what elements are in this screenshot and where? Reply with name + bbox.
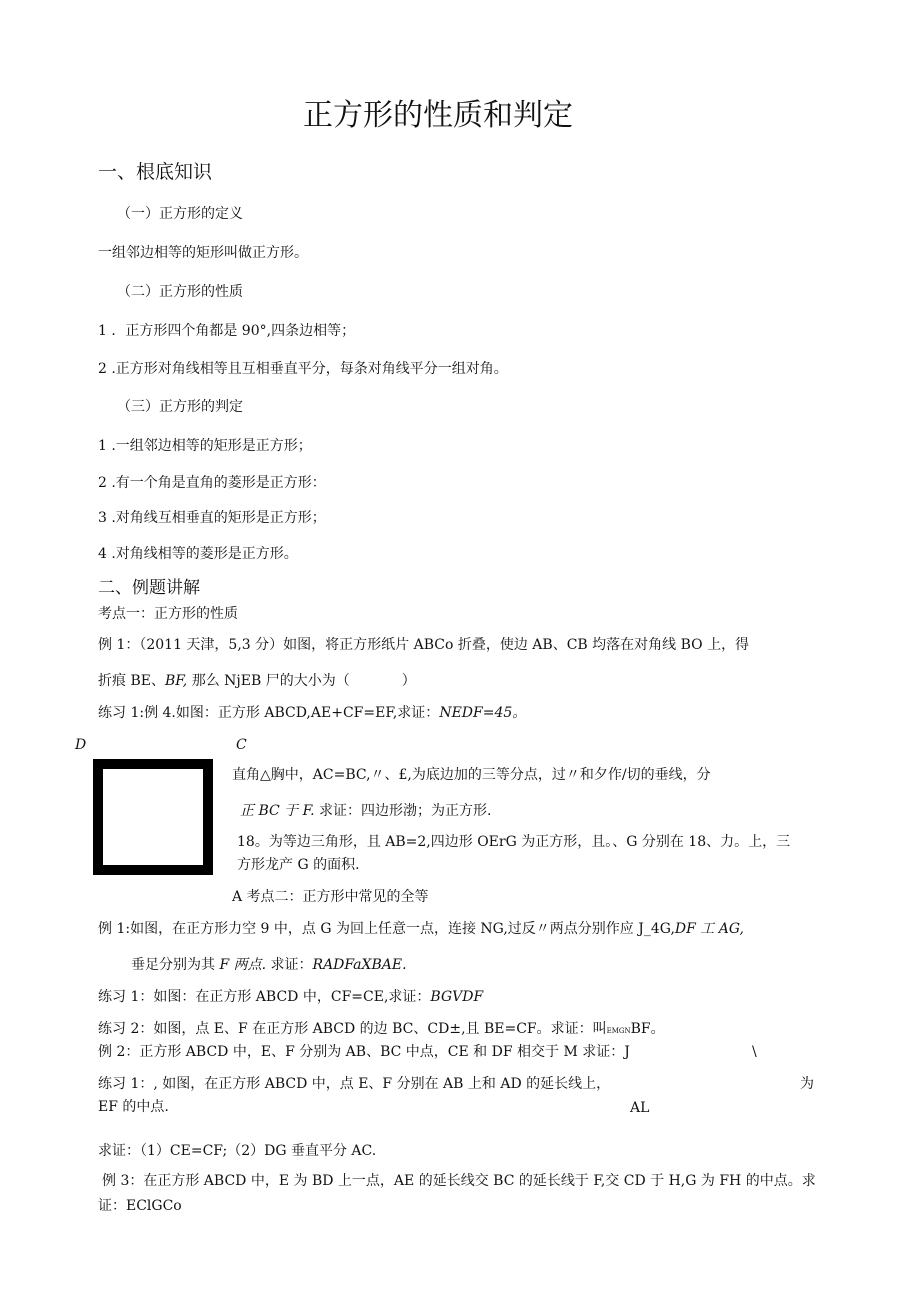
- practice-3-right-fragment: 为: [800, 1076, 814, 1092]
- page-title: 正方形的性质和判定: [303, 98, 573, 133]
- subheading-criteria: （三）正方形的判定: [117, 399, 243, 415]
- example-1b-line-2: 垂足分别为其 F 两点. 求证：RADFaXBAE.: [131, 957, 407, 973]
- criterion-4: 4 .对角线相等的菱形是正方形。: [98, 546, 298, 562]
- section-heading-basics: 一、根底知识: [98, 161, 213, 183]
- criterion-1: 1 .一组邻边相等的矩形是正方形；: [98, 438, 312, 454]
- practice-3-line-1: 练习 1：, 如图，在正方形 ABCD 中，点 E、F 分别在 AB 上和 AD 的延长线上，: [98, 1076, 611, 1092]
- triangle-problem-line-1: 直角△胸中，AC=BC,〃、£,为底边加的三等分点，过〃和夕作/切的垂线，分: [232, 767, 711, 783]
- problem-18-line-2: 方形龙产 G 的面积.: [237, 857, 360, 873]
- example-3-line-2: 证：EClGCo: [98, 1198, 182, 1214]
- definition-text: 一组邻边相等的矩形叫做正方形。: [98, 245, 308, 261]
- problem-18-line-1: 18。为等边三角形，且 AB=2,四边形 OErG 为正方形，且。、G 分别在 18、力。上，三: [237, 834, 791, 850]
- property-1: 1 ．正方形四个角都是 90°,四条边相等；: [98, 323, 356, 339]
- criterion-3: 3 .对角线互相垂直的矩形是正方形；: [98, 510, 326, 526]
- section-heading-examples: 二、例题讲解: [98, 578, 200, 598]
- practice-3-label-al: AL: [630, 1100, 650, 1116]
- proof-statement: 求证：（1）CE=CF;（2）DG 垂直平分 AC.: [98, 1143, 377, 1159]
- practice-2: 练习 2：如图，点 E、F 在正方形 ABCD 的边 BC、CD±,且 BE=CF。求证：叫EMGNBF。: [98, 1021, 665, 1037]
- practice-3-line-2: EF 的中点.: [98, 1099, 169, 1115]
- property-2: 2 .正方形对角线相等且互相垂直平分，每条对角线平分一组对角。: [98, 361, 508, 377]
- subheading-definition: （一）正方形的定义: [117, 206, 243, 222]
- key-point-1: 考点一：正方形的性质: [98, 606, 238, 622]
- practice-1-congruence: 练习 1：如图：在正方形 ABCD 中，CF=CE,求证：BGVDF: [98, 989, 484, 1005]
- example-3-line-1: 例 3：在正方形 ABCD 中，E 为 BD 上一点，AE 的延长线交 BC 的延长线于 F,交 CD 于 H,G 为 FH 的中点。求: [102, 1173, 816, 1189]
- figure-label-d: D: [75, 737, 87, 753]
- example-1-line-1: 例 1：（2011 天津，5,3 分）如图，将正方形纸片 ABCo 折叠，使边 AB、CB 均落在对角线 BO 上，得: [98, 637, 750, 653]
- example-2: 例 2：正方形 ABCD 中，E、F 分别为 AB、BC 中点，CE 和 DF 相交于 M 求证：J: [98, 1044, 630, 1060]
- example-2-backslash: \: [752, 1044, 757, 1060]
- figure-label-c: C: [236, 737, 247, 753]
- key-point-2: A 考点二：正方形中常见的全等: [232, 889, 429, 905]
- practice-1: 练习 1:例 4.如图：正方形 ABCD,AE+CF=EF,求证：NEDF=45。: [98, 705, 527, 721]
- example-1b-line-1: 例 1:如图，在正方形力空 9 中，点 G 为回上任意一点，连接 NG,过反〃两点分别作应 J_4G,DF 工 AG,: [98, 921, 744, 937]
- subheading-properties: （二）正方形的性质: [117, 284, 243, 300]
- criterion-2: 2 .有一个角是直角的菱形是正方形：: [98, 475, 326, 491]
- square-figure: [93, 759, 213, 875]
- triangle-problem-line-2: 正 BC 于 F. 求证：四边形渤；为正方形.: [240, 803, 492, 819]
- example-1-line-2: 折痕 BE、BF, 那么 NjEB 尸的大小为（ ）: [98, 673, 416, 689]
